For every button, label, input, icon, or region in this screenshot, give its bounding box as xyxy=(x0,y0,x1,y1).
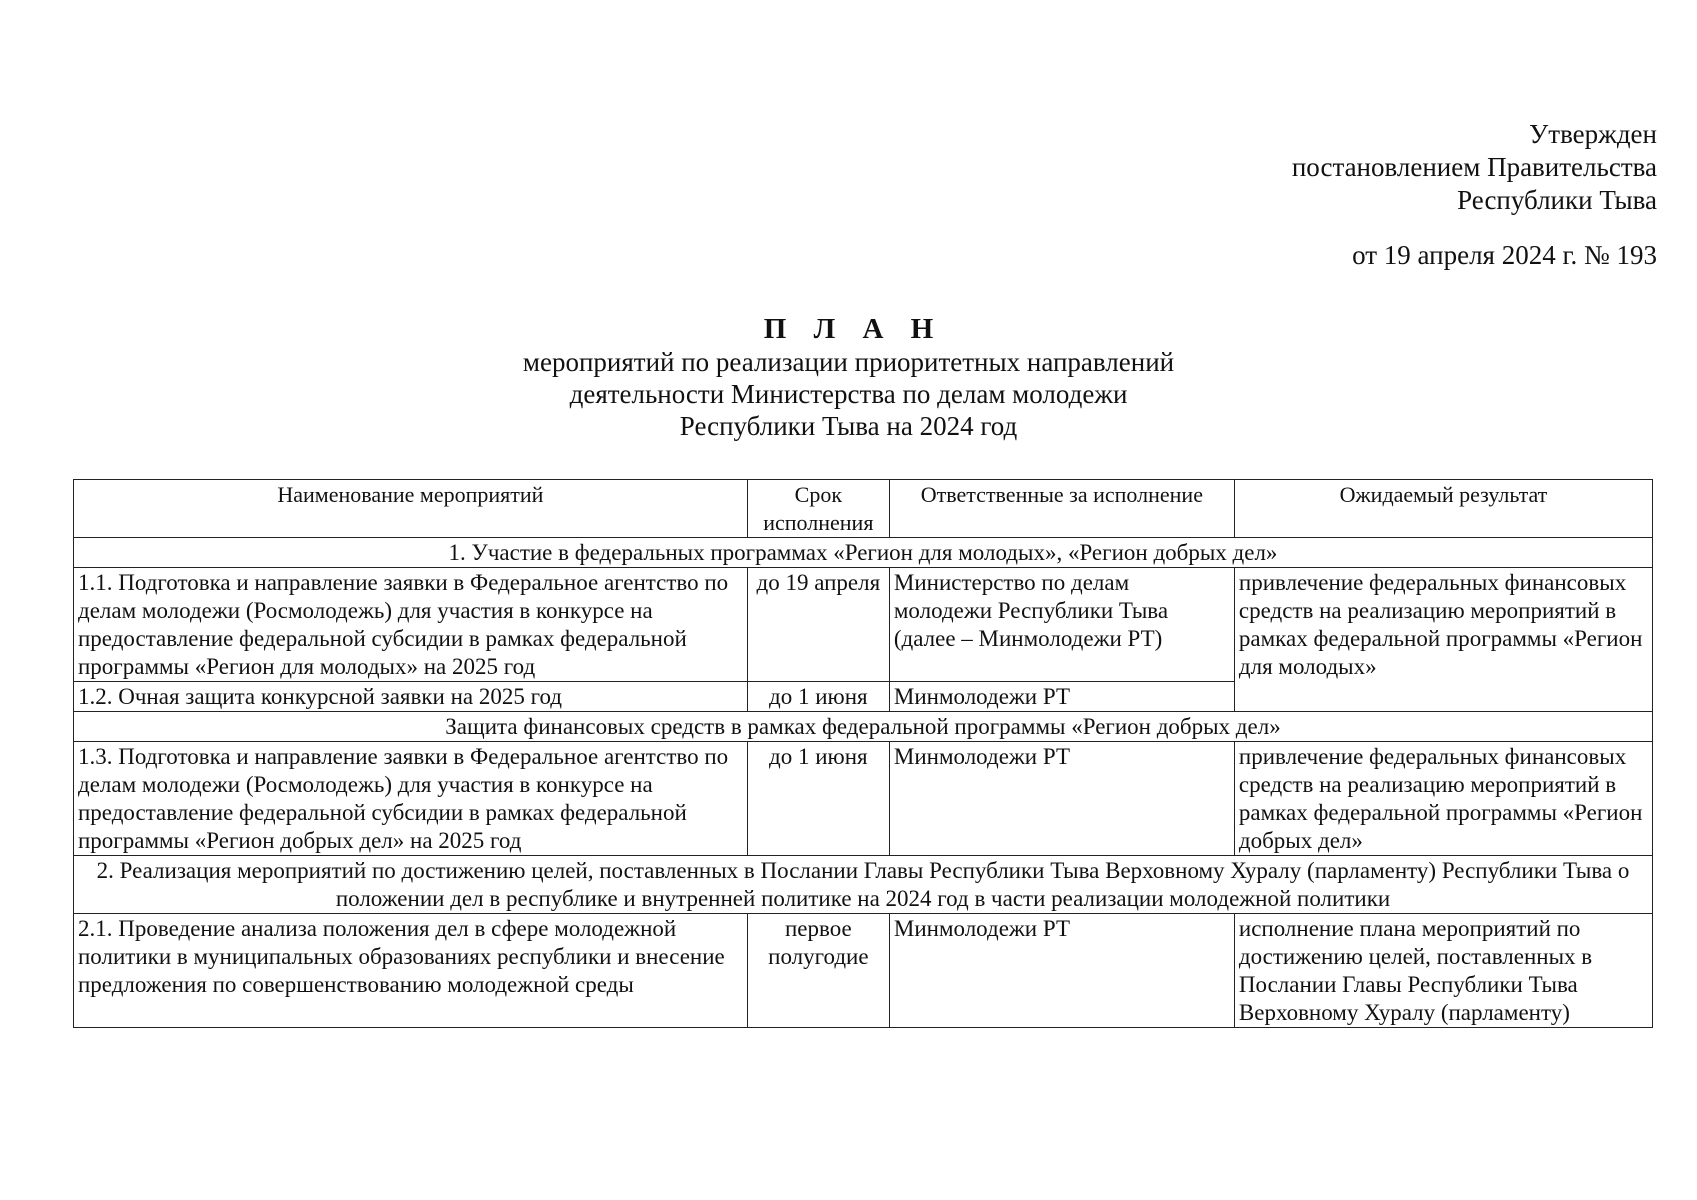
document-title xyxy=(0,312,1697,442)
row-1-2-responsible: Минмолодежи РТ xyxy=(889,682,1234,712)
subsection-title: Защита финансовых средств в рамках федеральной программы «Регион добрых дел» xyxy=(74,712,1653,742)
section-1-title: 1. Участие в федеральных программах «Регион для молодых», «Регион добрых дел» xyxy=(74,538,1653,568)
title-line-1: мероприятий по реализации приоритетных направлений xyxy=(522,347,1175,377)
plan-heading: П Л А Н xyxy=(763,313,944,345)
row-2-1-responsible: Минмолодежи РТ xyxy=(889,914,1234,1028)
approval-line-republic: Республики Тыва xyxy=(1457,185,1657,215)
approval-date: от 19 апреля 2024 г. № 193 xyxy=(1352,240,1657,270)
row-2-1-result: исполнение плана мероприятий по достижению целей, поставленных в Послании Главы Республики Тыва Верховному Хуралу (парламенту) xyxy=(1234,914,1652,1028)
header-name: Наименование мероприятий xyxy=(74,480,748,538)
approval-stamp xyxy=(1237,118,1657,272)
header-term: Срок исполнения xyxy=(747,480,889,538)
section-2-title: 2. Реализация мероприятий по достижению целей, поставленных в Послании Главы Республики Тыва Верховному Хуралу (парламенту) Республики Тыва о положении дел в республике и внутренней политике на 2024 год в части реализации молодежной политики xyxy=(74,856,1653,914)
row-2-1-term: первое полугодие xyxy=(747,914,889,1028)
table-row xyxy=(74,568,1653,682)
table-row xyxy=(74,742,1653,856)
row-1-3-result: привлечение федеральных финансовых средств на реализацию мероприятий в рамках федеральной программы «Регион добрых дел» xyxy=(1234,742,1652,856)
row-1-1-term: до 19 апреля xyxy=(747,568,889,682)
approval-line-approved: Утвержден xyxy=(1529,119,1657,149)
row-1-2-term: до 1 июня xyxy=(747,682,889,712)
row-1-1-name: 1.1. Подготовка и направление заявки в Федеральное агентство по делам молодежи (Росмолодежь) для участия в конкурсе на предоставление федеральной субсидии в рамках федеральной программы «Регион для молодых» на 2025 год xyxy=(74,568,748,682)
row-1-3-term: до 1 июня xyxy=(747,742,889,856)
row-1-3-responsible: Минмолодежи РТ xyxy=(889,742,1234,856)
table-section-row xyxy=(74,712,1653,742)
row-1-2-name: 1.2. Очная защита конкурсной заявки на 2025 год xyxy=(74,682,748,712)
header-result: Ожидаемый результат xyxy=(1234,480,1652,538)
table-section-row xyxy=(74,538,1653,568)
title-line-2: деятельности Министерства по делам молодежи xyxy=(569,379,1128,409)
row-1-3-name: 1.3. Подготовка и направление заявки в Федеральное агентство по делам молодежи (Росмолодежь) для участия в конкурсе на предоставление федеральной субсидии в рамках федеральной программы «Регион добрых дел» на 2025 год xyxy=(74,742,748,856)
table-header-row xyxy=(74,480,1653,538)
plan-table xyxy=(73,479,1653,1028)
row-1-1-result: привлечение федеральных финансовых средств на реализацию мероприятий в рамках федеральной программы «Регион для молодых» xyxy=(1234,568,1652,712)
row-2-1-name: 2.1. Проведение анализа положения дел в сфере молодежной политики в муниципальных образованиях республики и внесение предложения по совершенствованию молодежной среды xyxy=(74,914,748,1028)
table-section-row xyxy=(74,856,1653,914)
row-1-1-responsible: Министерство по делам молодежи Республики Тыва (далее – Минмолодежи РТ) xyxy=(889,568,1234,682)
title-line-3: Республики Тыва на 2024 год xyxy=(679,411,1018,441)
approval-line-resolution: постановлением Правительства xyxy=(1291,152,1657,182)
header-responsible: Ответственные за исполнение xyxy=(889,480,1234,538)
table-row xyxy=(74,914,1653,1028)
